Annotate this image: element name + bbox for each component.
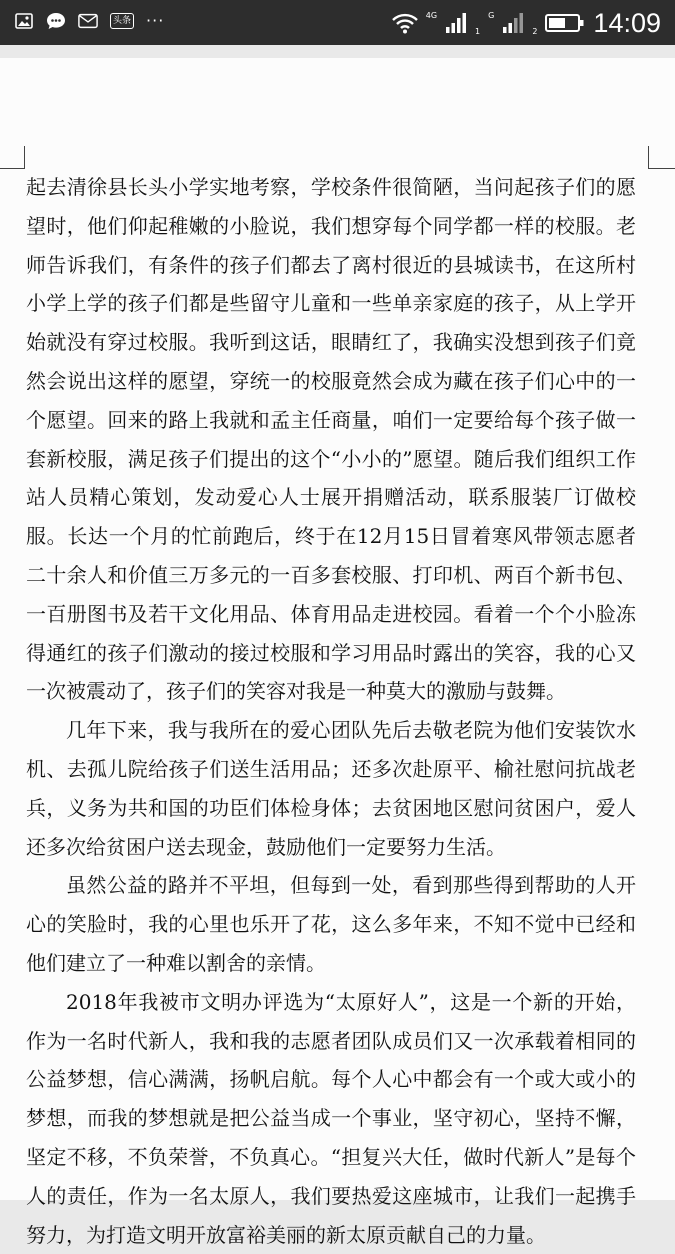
chat-bubble-icon [46, 11, 66, 31]
system-indicators [392, 6, 661, 40]
clock: 14:09 [593, 8, 661, 38]
paragraph: 虽然公益的路并不平坦，但每到一处，看到那些得到帮助的人开心的笑脸时，我的心里也乐开了花，这么多年来，不知不觉中已经和他们建立了一种难以割舍的亲情。 [26, 873, 636, 975]
document-body [26, 168, 636, 1254]
wifi-icon [392, 11, 418, 35]
status-bar [0, 0, 675, 45]
battery-icon [545, 11, 585, 35]
sim1-index: 1 [475, 26, 481, 36]
news-badge-icon: 头条 [110, 13, 134, 29]
document-page[interactable] [0, 58, 675, 1247]
paragraph: 起去清徐县长头小学实地考察，学校条件很简陋，当问起孩子们的愿望时，他们仰起稚嫩的小脸说，我们想穿每个同学都一样的校服。老师告诉我们，有条件的孩子们都去了离村很近的县城读书，在这所村小学上学的孩子们都是些留守儿童和一些单亲家庭的孩子，从上学开始就没有穿过校服。我听到这话，眼睛红了，我确实没想到孩子们竟然会说出这样的愿望，穿统一的校服竟然会成为藏在孩子们心中的一个愿望。回来的路上我就和孟主任商量，咱们一定要给每个孩子做一套新校服，满足孩子们提出的这个“小小的”愿望。随后我们组织工作站人员精心策划，发动爱心人士展开捐赠活动，联系服装厂订做校服。长达一个月的忙前跑后，终于在12月15日冒着寒风带领志愿者二十余人和价值三万多元的一百多套校服、打印机、两百个新书包、一百册图书及若干文化用品、体育用品走进校园。看着一个个小脸冻得通红的孩子们激动的接过校服和学习用品时露出的笑容，我的心又一次被震动了，孩子们的笑容对我是一种莫大的激励与鼓舞。 [26, 175, 636, 704]
sim2-index: 2 [532, 26, 538, 36]
paragraph: 几年下来，我与我所在的爱心团队先后去敬老院为他们安装饮水机、去孤儿院给孩子们送生活用品；还多次赴原平、榆社慰问抗战老兵，义务为共和国的功臣们体检身体；去贫困地区慰问贫困户，爱人还多次给贫困户送去现金，鼓励他们一定要努力生活。 [26, 718, 636, 859]
crop-mark-right [648, 146, 675, 169]
network-type-label: 4G [425, 10, 438, 20]
signal-icon [502, 11, 524, 35]
notification-icons [14, 11, 164, 31]
paragraph: 2018年我被市文明办评选为“太原好人”，这是一个新的开始，作为一名时代新人，我和我的志愿者团队成员们又一次承载着相同的公益梦想，信心满满，扬帆启航。每个人心中都会有一个或大或小的梦想，而我的梦想就是把公益当成一个事业，坚守初心，坚持不懈，坚定不移，不负荣誉，不负真心。“担复兴大任，做时代新人”是每个人的责任，作为一名太原人，我们要热爱这座城市，让我们一起携手努力，为打造文明开放富裕美丽的新太原贡献自己的力量。 [26, 989, 636, 1247]
sim2-network-label: G [488, 10, 495, 20]
mail-icon [78, 11, 98, 31]
crop-mark-left [0, 146, 25, 169]
image-icon [14, 11, 34, 31]
signal-icon [445, 11, 467, 35]
more-notifications: ··· [146, 11, 165, 30]
